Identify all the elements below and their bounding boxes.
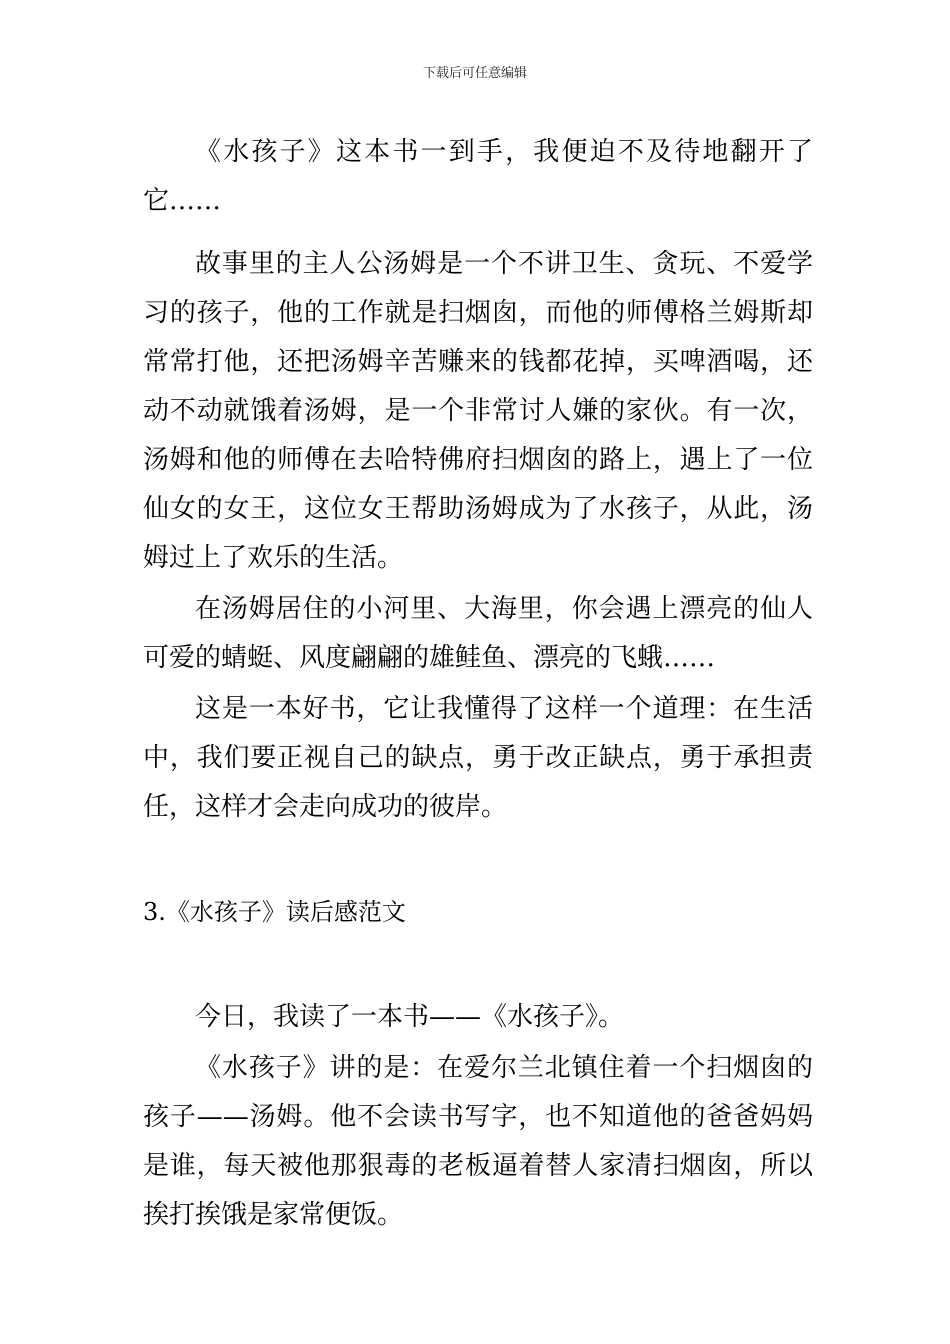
paragraph-intro: 《水孩子》这本书一到手，我便迫不及待地翻开了它…… <box>143 137 813 216</box>
paragraph-summary: 《水孩子》讲的是：在爱尔兰北镇住着一个扫烟囱的孩子——汤姆。他不会读书写字，也不知道他的爸爸妈妈是谁，每天被他那狠毒的老板逼着替人家清扫烟囱，所以挨打挨饿是家常便饭。 <box>143 1053 813 1230</box>
paragraph-lesson: 这是一本好书，它让我懂得了这样一个道理：在生活中，我们要正视自己的缺点，勇于改正缺点，勇于承担责任，这样才会走向成功的彼岸。 <box>143 694 813 822</box>
paragraph-river: 在汤姆居住的小河里、大海里，你会遇上漂亮的仙人可爱的蜻蜓、风度翩翩的雄鲑鱼、漂亮的飞蛾…… <box>143 594 813 673</box>
document-body <box>143 128 813 1240</box>
section-heading: 3.《水孩子》读后感范文 <box>143 898 406 926</box>
paragraph-story: 故事里的主人公汤姆是一个不讲卫生、贪玩、不爱学习的孩子，他的工作就是扫烟囱，而他的师傅格兰姆斯却常常打他，还把汤姆辛苦赚来的钱都花掉，买啤酒喝，还动不动就饿着汤姆，是一个非常讨人嫌的家伙。有一次，汤姆和他的师傅在去哈特佛府扫烟囱的路上，遇上了一位仙女的女王，这位女王帮助汤姆成为了水孩子，从此，汤姆过上了欢乐的生活。 <box>143 249 813 573</box>
page-header: 下载后可任意编辑 <box>422 66 527 81</box>
paragraph-today: 今日，我读了一本书——《水孩子》。 <box>195 1002 625 1032</box>
